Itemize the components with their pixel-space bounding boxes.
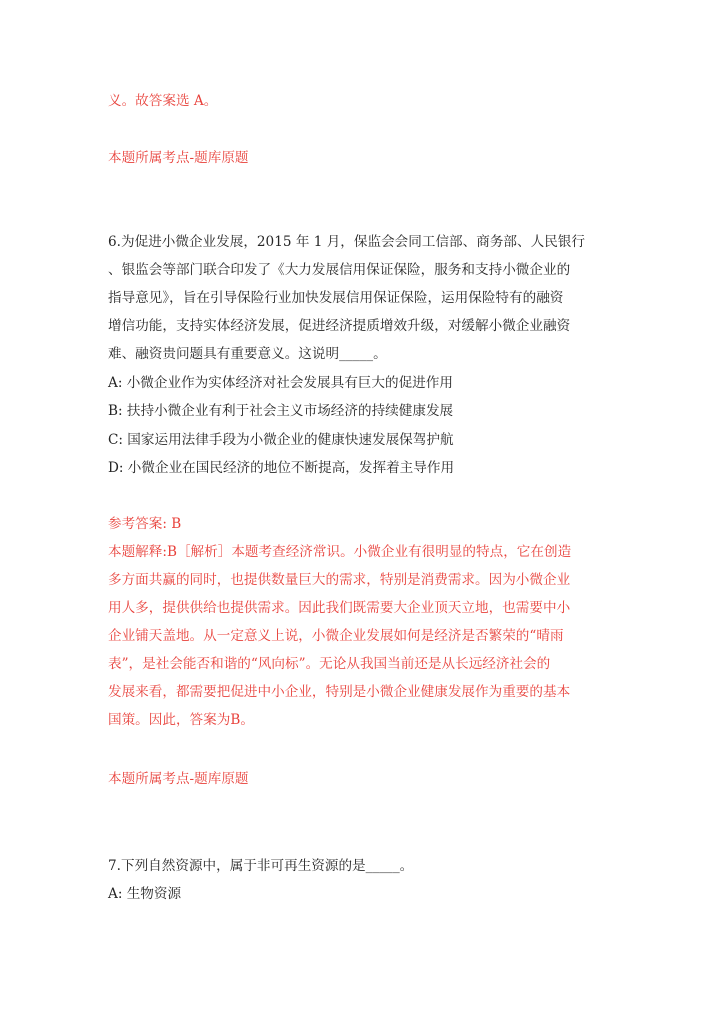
- prev-source-tag: 本题所属考点-题库原题: [108, 150, 249, 166]
- q6-stem-line: 、银监会等部门联合印发了《大力发展信用保证保险，服务和支持小微企业的: [108, 262, 571, 278]
- prev-explanation-tail: 义。故答案选 A。: [108, 93, 218, 109]
- q6-explanation-line: 本题解释:B［解析］本题考查经济常识。小微企业有很明显的特点，它在创造: [108, 544, 572, 560]
- q6-option-d: D: 小微企业在国民经济的地位不断提高，发挥着主导作用: [108, 460, 455, 476]
- q6-explanation-line: 国策。因此，答案为B。: [108, 712, 254, 728]
- q6-source-tag: 本题所属考点-题库原题: [108, 771, 249, 787]
- q6-stem-line: 6.为促进小微企业发展，2015 年 1 月，保监会会同工信部、商务部、人民银行: [108, 234, 585, 250]
- q6-explanation-line: 发展来看，都需要把促进中小企业，特别是小微企业健康发展作为重要的基本: [108, 684, 571, 700]
- q6-stem-line: 难、融资贵问题具有重要意义。这说明_____。: [108, 346, 387, 362]
- q6-explanation-line: 表”，是社会能否和谐的“风向标”。无论从我国当前还是从长远经济社会的: [108, 656, 551, 672]
- q7-stem: 7.下列自然资源中，属于非可再生资源的是_____。: [108, 858, 414, 874]
- q7-option-a: A: 生物资源: [108, 886, 182, 902]
- q6-stem-line: 指导意见》，旨在引导保险行业加快发展信用保证保险，运用保险特有的融资: [108, 290, 564, 306]
- q6-explanation-line: 多方面共赢的同时，也提供数量巨大的需求，特别是消费需求。因为小微企业: [108, 572, 571, 588]
- q6-explanation-line: 用人多，提供供给也提供需求。因此我们既需要大企业顶天立地，也需要中小: [108, 600, 571, 616]
- q6-option-b: B: 扶持小微企业有利于社会主义市场经济的持续健康发展: [108, 403, 454, 419]
- q6-answer: 参考答案: B: [108, 516, 182, 532]
- q6-option-c: C: 国家运用法律手段为小微企业的健康快速发展保驾护航: [108, 432, 454, 448]
- q6-option-a: A: 小微企业作为实体经济对社会发展具有巨大的促进作用: [108, 375, 453, 391]
- q6-stem-line: 增信功能，支持实体经济发展，促进经济提质增效升级，对缓解小微企业融资: [108, 318, 571, 334]
- q6-explanation-line: 企业铺天盖地。从一定意义上说，小微企业发展如何是经济是否繁荣的“晴雨: [108, 628, 564, 644]
